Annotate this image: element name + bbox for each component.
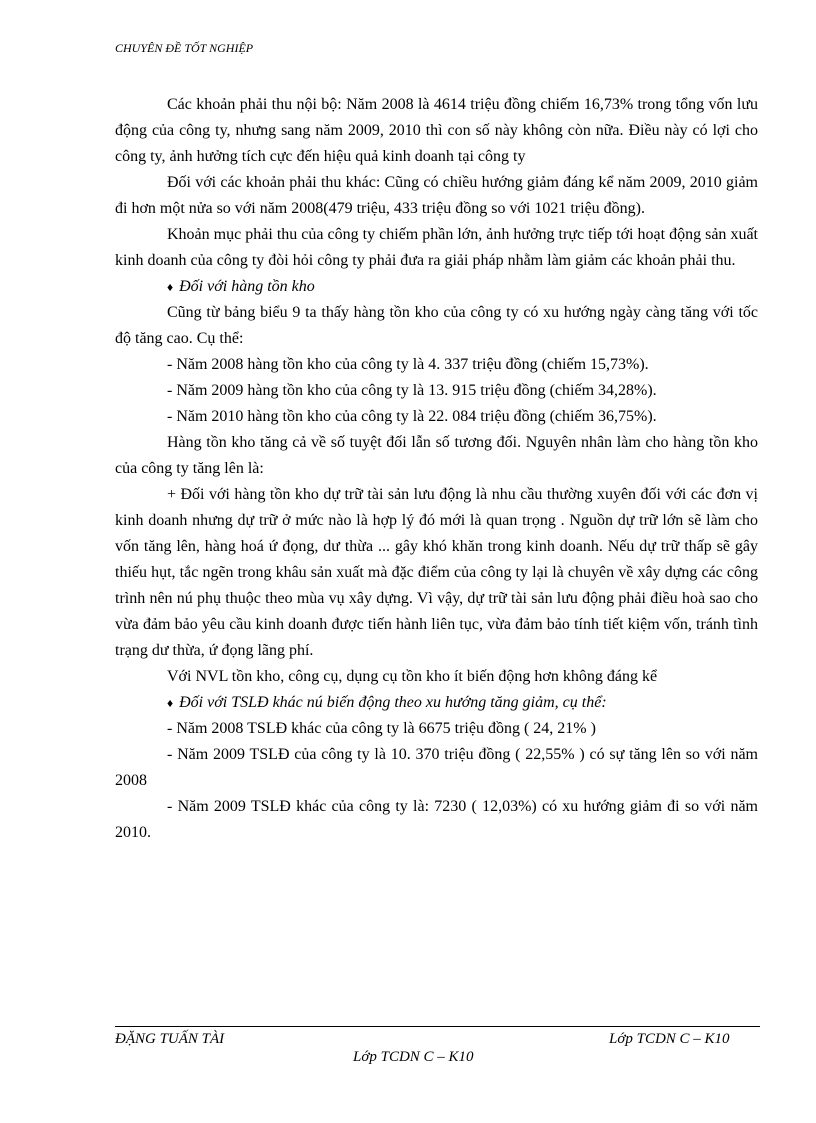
heading-other-current-assets-text: Đối với TSLĐ khác nú biến động theo xu hướng tăng giảm, cụ thể: xyxy=(179,694,607,711)
list-item-inventory-2008: - Năm 2008 hàng tồn kho của công ty là 4. 337 triệu đồng (chiếm 15,73%). xyxy=(167,356,649,373)
list-item-inventory-2010: - Năm 2010 hàng tồn kho của công ty là 22. 084 triệu đồng (chiếm 36,75%). xyxy=(167,408,657,425)
footer-divider xyxy=(115,1026,760,1027)
list-item-assets-2008: - Năm 2008 TSLĐ khác của công ty là 6675 triệu đồng ( 24, 21% ) xyxy=(167,720,596,737)
header-title: CHUYÊN ĐỀ TỐT NGHIỆP xyxy=(115,41,254,55)
paragraph-materials-tools: Với NVL tồn kho, công cụ, dụng cụ tồn kho ít biến động hơn không đáng kể xyxy=(167,668,658,685)
paragraph-internal-receivables: Các khoản phải thu nội bộ: Năm 2008 là 4614 triệu đồng chiếm 16,73% trong tổng vốn lưu động của công ty, nhưng sang năm 2009, 2010 thì con số này không còn nữa. Điều này có lợi cho công ty, ảnh hưởng tích cực đến hiệu quả kinh doanh tại công ty xyxy=(115,96,758,165)
footer-class-right: Lớp TCDN C – K10 xyxy=(609,1031,730,1047)
footer-author: ĐẶNG TUẤN TÀI xyxy=(115,1031,225,1047)
paragraph-inventory-reserves: + Đối với hàng tồn kho dự trữ tài sản lưu động là nhu cầu thường xuyên đối với các đơn vị kinh doanh nhưng dự trữ ở mức nào là hợp lý đó mới là quan trọng . Nguồn dự trữ lớn sẽ làm cho vốn tăng lên, hàng hoá ứ đọng, dư thừa ... gây khó khăn trong kinh doanh. Nếu dự trữ thấp sẽ gây thiếu hụt, tắc ngẽn trong khâu sản xuất mà đặc điểm của công ty lại là chuyên về xây dựng các công trình nên nú phụ thuộc theo mùa vụ xây dựng. Vì vậy, dự trữ tài sản lưu động phải điều hoà sao cho vừa đảm bảo yêu cầu kinh doanh được tiến hành liên tục, vừa đảm bảo tính tiết kiệm vốn, tránh tình trạng dư thừa, ứ đọng lãng phí. xyxy=(115,486,758,659)
heading-other-current-assets xyxy=(115,690,758,716)
diamond-bullet-icon: ♦ xyxy=(167,280,174,294)
paragraph-receivables-summary: Khoản mục phải thu của công ty chiếm phần lớn, ảnh hưởng trực tiếp tới hoạt động sản xuất kinh doanh của công ty đòi hỏi công ty phải đưa ra giải pháp nhằm làm giảm các khoản phải thu. xyxy=(115,226,758,269)
heading-inventory-text: Đối với hàng tồn kho xyxy=(179,278,315,295)
diamond-bullet-icon: ♦ xyxy=(167,696,174,710)
paragraph-inventory-intro: Cũng từ bảng biểu 9 ta thấy hàng tồn kho của công ty có xu hướng ngày càng tăng với tốc độ tăng cao. Cụ thể: xyxy=(115,304,758,347)
paragraph-other-receivables: Đối với các khoản phải thu khác: Cũng có chiều hướng giảm đáng kể năm 2009, 2010 giảm đi hơn một nửa so với năm 2008(479 triệu, 433 triệu đồng so với 1021 triệu đồng). xyxy=(115,174,758,217)
footer-class-center: Lớp TCDN C – K10 xyxy=(353,1049,474,1065)
list-item-inventory-2009: - Năm 2009 hàng tồn kho của công ty là 13. 915 triệu đồng (chiếm 34,28%). xyxy=(167,382,657,399)
paragraph-inventory-reasons: Hàng tồn kho tăng cả về số tuyệt đối lẫn số tương đối. Nguyên nhân làm cho hàng tồn kho của công ty tăng lên là: xyxy=(115,434,758,477)
heading-inventory xyxy=(115,274,758,300)
list-item-assets-2009: - Năm 2009 TSLĐ của công ty là 10. 370 triệu đồng ( 22,55% ) có sự tăng lên so với năm 2008 xyxy=(115,746,758,789)
document-body xyxy=(115,92,758,846)
list-item-assets-2009-other: - Năm 2009 TSLĐ khác của công ty là: 7230 ( 12,03%) có xu hướng giảm đi so với năm 2010. xyxy=(115,798,758,841)
